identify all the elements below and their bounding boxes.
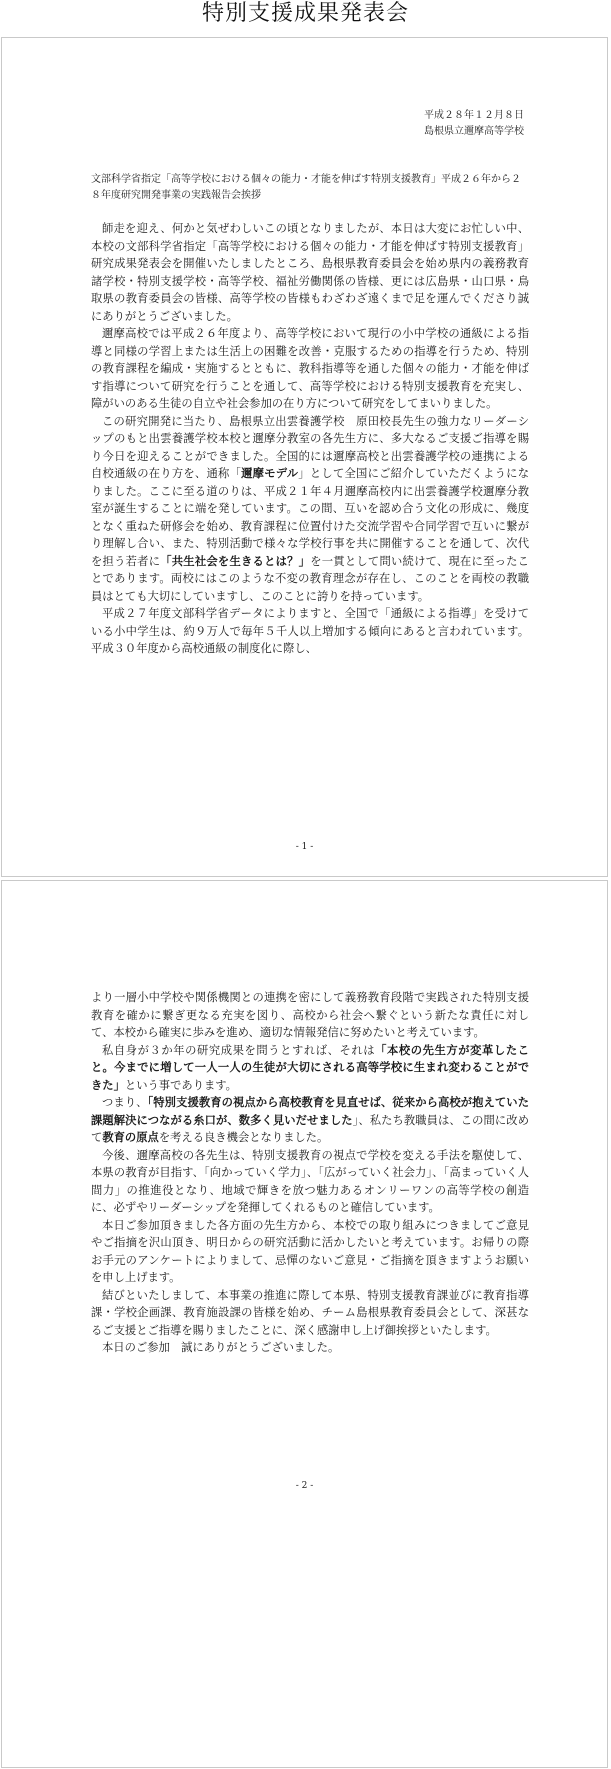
page-2-body bbox=[91, 989, 529, 1357]
paragraph-closing: 本日のご参加 誠にありがとうございました。 bbox=[102, 1341, 340, 1354]
date-line: 平成２８年１２月８日 bbox=[424, 110, 524, 121]
paragraph-research-overview: 邇摩高校では平成２６年度より、高等学校において現行の小中学校の通級による指導と同様の学習上または生活上の困難を改善・克服するための指導を行うため、特別の教育課程を編成・実施するとともに、教科指導等を通した個々の能力・才能を伸ばす指導について研究を行うことを通して、高等学校における特別支援教育を充実し、障がいのある生徒の自立や社会参加の在り方について研究をしてまいりました。 bbox=[91, 327, 529, 410]
text-segment: 私自身が３か年の研究成果を問うとすれば、それは bbox=[102, 1043, 376, 1057]
paragraph-continuation: より一層小中学校や関係機関との連携を密にして義務教育段階で実践された特別支援教育を確かに繋ぎ更なる充実を図り、高校から社会へ繋ぐという新たな責任に対して、本校から確実に歩みを進め、適切な情報発信に努めたいと考えています。 bbox=[91, 991, 529, 1039]
document-title: 特別支援成果発表会 bbox=[201, 1, 409, 26]
page-1-body bbox=[91, 108, 529, 658]
text-segment: という事であります。 bbox=[124, 1078, 237, 1092]
page-2 bbox=[1, 880, 608, 1768]
speech-subtitle: 文部科学省指定「高等学校における個々の能力・才能を伸ばす特別支援教育」平成２６年から２８年度研究開発事業の実践報告会挨拶 bbox=[91, 174, 521, 201]
paragraph-acknowledgement: 結びといたしまして、本事業の推進に際して本県、特別支援教育課並びに教育指導課・学校企画課、教育施設課の皆様を始め、チーム島根県教育委員会として、深甚なるご支援とご指導を賜りましたことに、深く感謝申し上げ御挨拶といたします。 bbox=[91, 1288, 529, 1337]
text-segment: 」、私たち教職員は、この間に改めて bbox=[91, 1113, 529, 1144]
paragraph-opening: 師走を迎え、何かと気ぜわしいこの頃となりましたが、本日は大変にお忙しい中、本校の文部科学省指定「高等学校における個々の能力・才能を伸ばす特別支援教育」研究成果発表会を開催いたしましたところ、島根県教育委員会を始め県内の義務教育諸学校・特別支援学校・高等学校、福祉労働関係の皆様、更には広島県・山口県・鳥取県の教育委員会の皆様、高等学校の皆様もわざわざ遠くまで足を運んでくださり誠にありがとうございました。 bbox=[91, 222, 529, 323]
emphasis-nima-model: 邇摩モデル bbox=[241, 467, 299, 480]
paragraph-results bbox=[91, 1042, 529, 1095]
text-segment: つまり、 bbox=[102, 1096, 148, 1109]
paragraph-statistics: 平成２７年度文部科学省データによりますと、全国で「通級による指導」を受けている小中学生は、約９万人で毎年５千人以上増加する傾向にあると言われています。平成３０年度から高校通級の制度化に際し、 bbox=[91, 607, 529, 655]
emphasis-inclusive-society: 「共生社会を生きるとは？」 bbox=[160, 554, 311, 568]
emphasis-teachers-changed: 「本校の先生方が変革したこと。今までに増して一人一人の生徒が大切にされる高等学校に生まれ変わることができた」 bbox=[91, 1043, 529, 1092]
emphasis-origin-of-education: 教育の原点 bbox=[102, 1131, 159, 1144]
paragraph-insight bbox=[91, 1094, 529, 1147]
page-number-2: - 2 - bbox=[295, 1481, 314, 1491]
text-segment: を一貫として問い続けて、現在に至ったことであります。両校にはこのような不変の教育理念が存在し、このことを両校の教職員はとても大切にしていますし、このことに誇りを持っています。 bbox=[91, 554, 529, 603]
text-segment: この研究開発に当たり、島根県立出雲養護学校 原田校長先生の強力なリーダーシップのもと出雲養護学校本校と邇摩分教室の各先生方に、多大なるご支援ご指導を賜り今日を迎えることができました。全国的には邇摩高校と出雲養護学校の連携による自校通級の在り方を、通称「 bbox=[91, 414, 529, 480]
paragraph-collaboration bbox=[91, 413, 529, 606]
school-name: 島根県立邇摩高等学校 bbox=[424, 126, 524, 137]
page-1 bbox=[1, 37, 608, 877]
emphasis-problem-solving: 「特別支援教育の視点から高校教育を見直せば、従来から高校が抱えていた課題解決につながる糸口が、数多く見いだせました bbox=[91, 1096, 529, 1127]
page-number-1: - 1 - bbox=[295, 842, 314, 852]
paragraph-future: 今後、邇摩高校の各先生は、特別支援教育の視点で学校を変える手法を駆使して、本県の教育が目指す、「向かっていく学力」、「広がっていく社会力」、「高まっていく人間力」の推進役となり、地域で輝きを放つ魅力あるオンリーワンの高等学校の創造に、必ずやリーダーシップを発揮してくれるものと確信しています。 bbox=[91, 1148, 529, 1214]
paragraph-request-feedback: 本日ご参加頂きました各方面の先生方から、本校での取り組みにつきましてご意見やご指摘を沢山頂き、明日からの研究活動に活かしたいと考えています。お帰りの際お手元のアンケートによりまして、忌憚のないご意見・ご指摘を頂きますようお願いを申し上げます。 bbox=[91, 1218, 529, 1284]
text-segment: を考える良き機会となりました。 bbox=[158, 1131, 329, 1144]
text-segment: 」として全国にご紹介していただくようになりました。ここに至る道のりは、平成２１年４月邇摩高校内に出雲養護学校邇摩分教室が誕生することに端を発しています。この間、互いを認め合う文化の形成に、幾度となく重ねた研修会を始め、教育課程に位置付けた交流学習や合同学習で互いに繋がり理解し合い、また、特別活動で様々な学校行事を共に開催することを通して、次代を担う若者に bbox=[91, 467, 529, 568]
